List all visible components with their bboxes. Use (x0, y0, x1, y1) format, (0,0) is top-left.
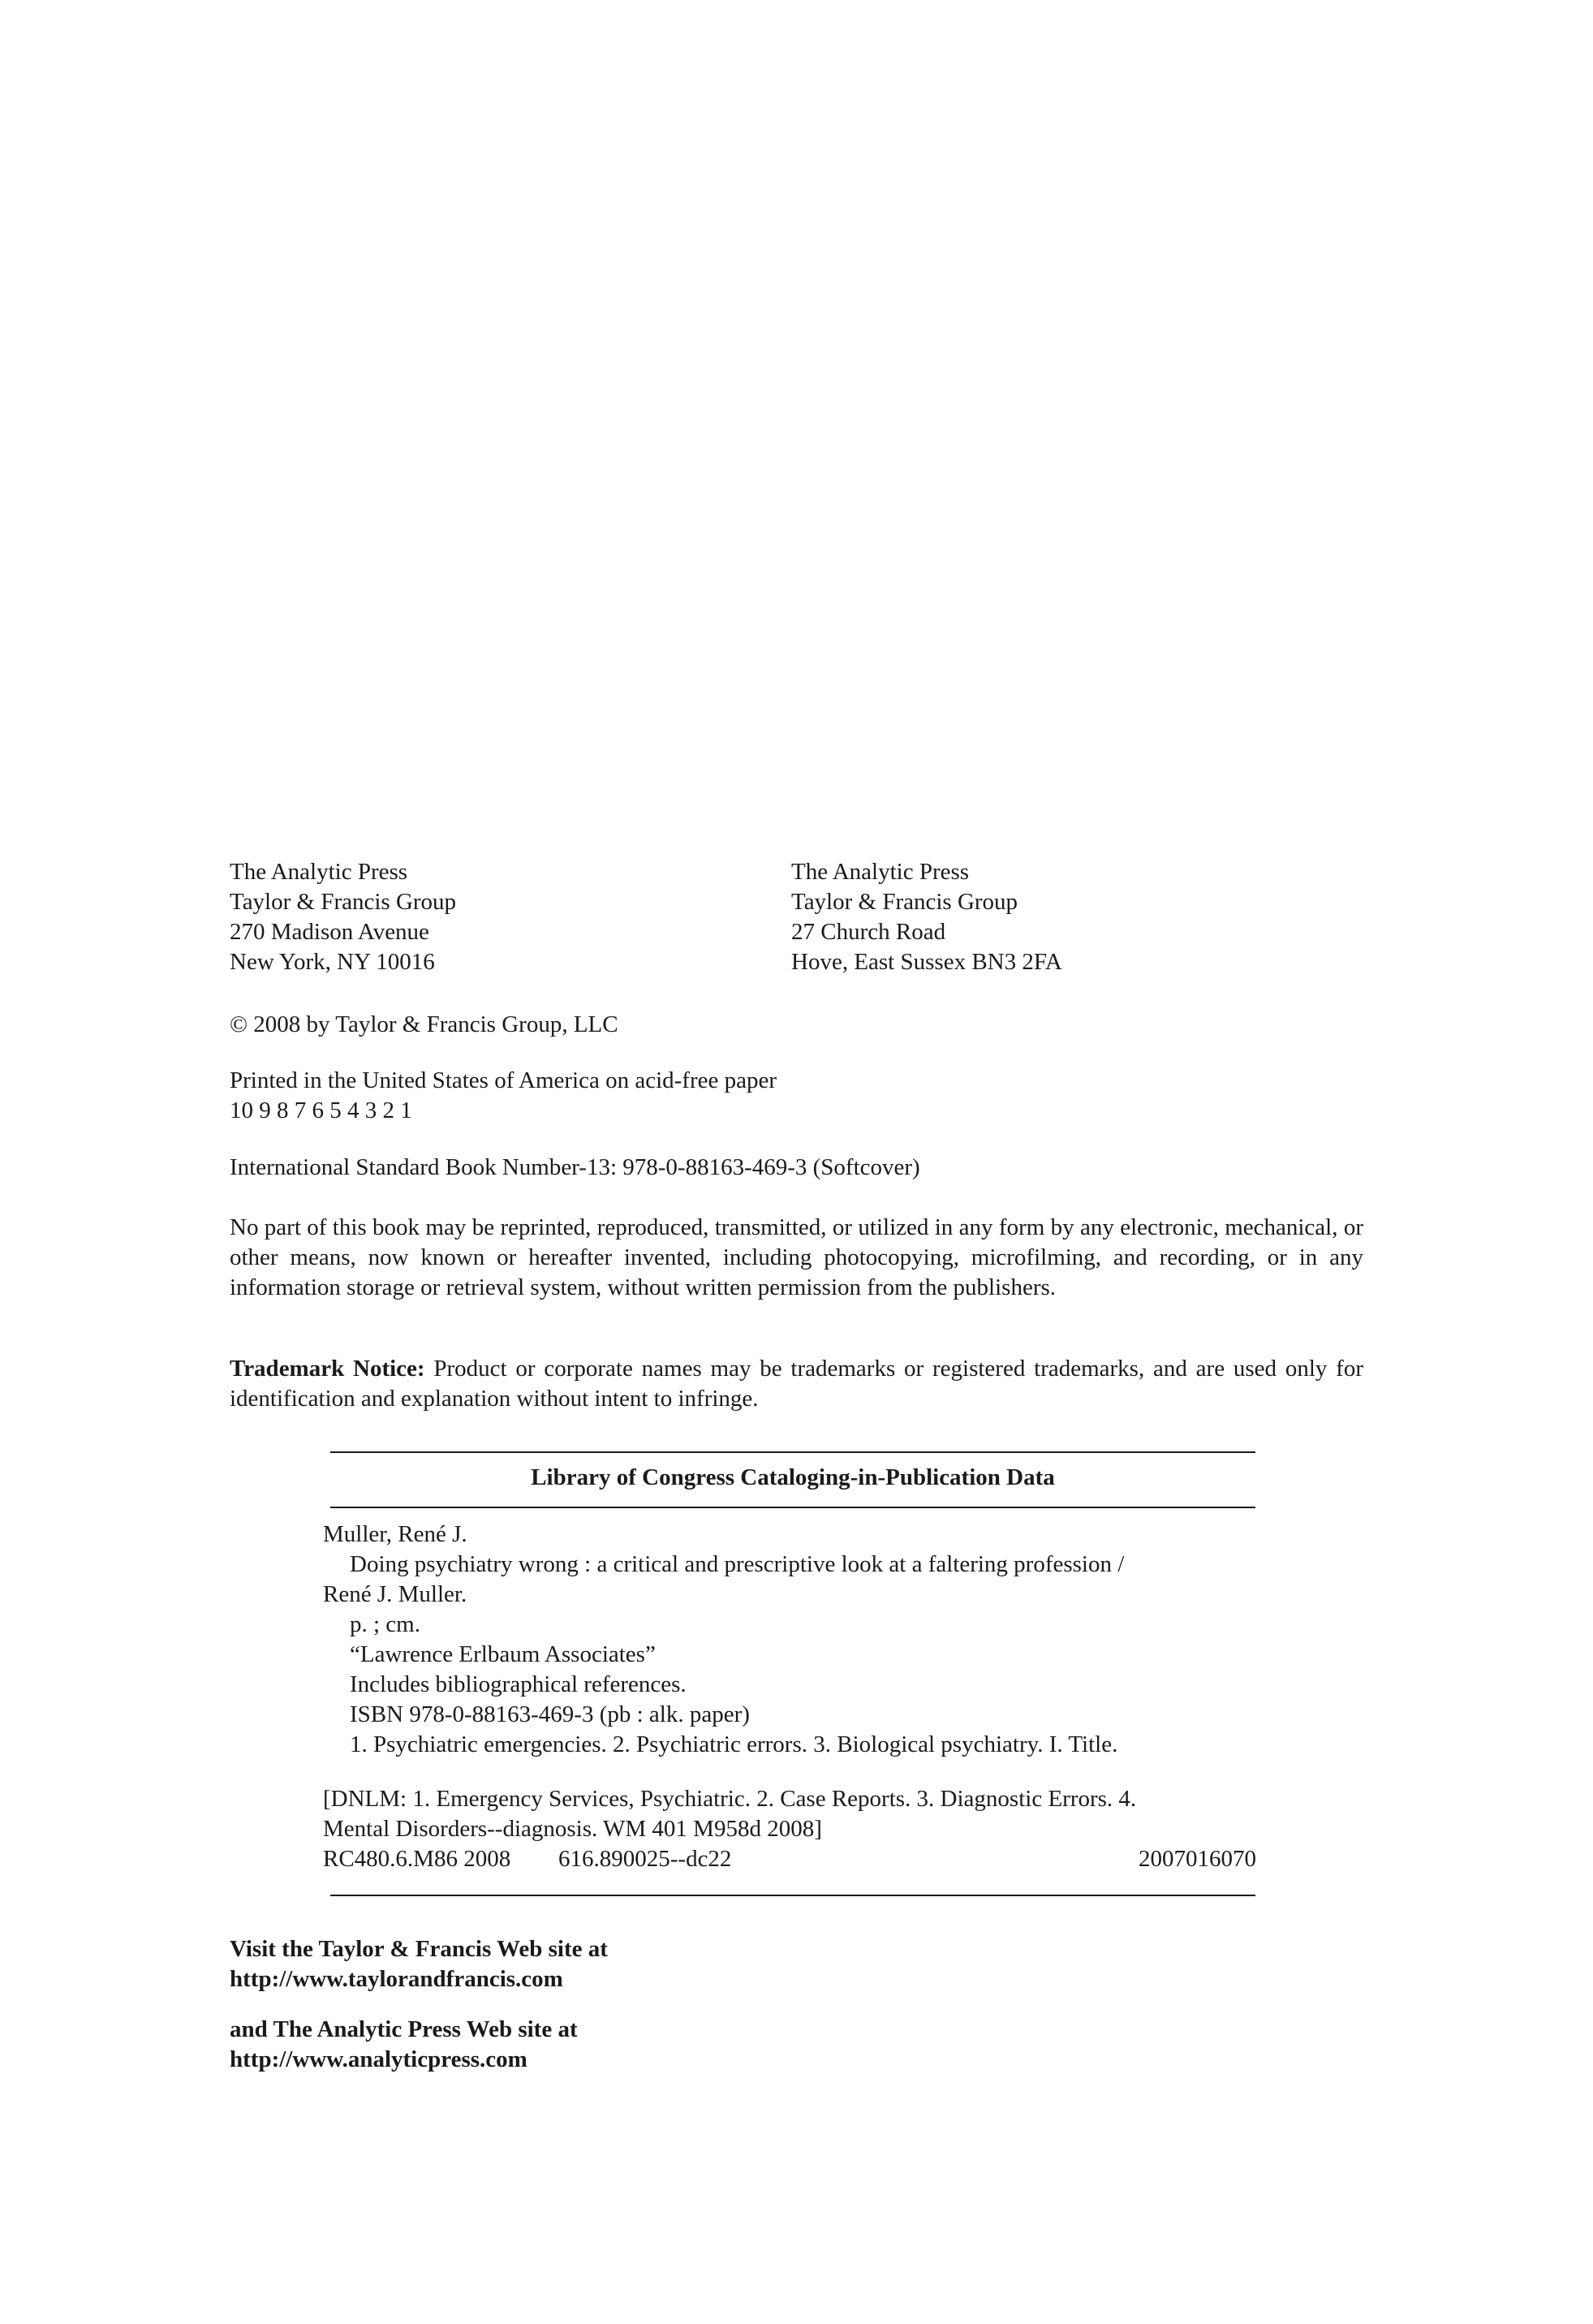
tf-website-url[interactable]: http://www.taylorandfrancis.com (230, 1966, 563, 1992)
cip-dnlm-line: [DNLM: 1. Emergency Services, Psychiatric. 2. Case Reports. 3. Diagnostic Errors. 4. (323, 1786, 1137, 1812)
cip-class-numbers (323, 1844, 1256, 1874)
ap-website-label: and The Analytic Press Web site at (230, 2016, 578, 2042)
cip-record (323, 1520, 1256, 1760)
publisher-address-us (230, 857, 456, 977)
cip-subjects: 1. Psychiatric emergencies. 2. Psychiatric errors. 3. Biological psychiatry. I. Title. (350, 1731, 1118, 1757)
printing-info (230, 1066, 777, 1126)
cip-title-line: Doing psychiatry wrong : a critical and prescriptive look at a faltering profession / (350, 1551, 1125, 1577)
cip-title-line: René J. Muller. (323, 1581, 467, 1607)
publisher-street: 27 Church Road (791, 919, 946, 945)
cip-classification (323, 1784, 1256, 1874)
publisher-group: Taylor & Francis Group (230, 889, 457, 915)
cip-note: “Lawrence Erlbaum Associates” (350, 1641, 656, 1667)
rights-paragraph: No part of this book may be reprinted, reproduced, transmitted, or utilized in any form by any electronic, mechanical, or other means, now known or hereafter invented, including photocopying, microfilming, and recording, or in any information storage or retrieval system, without written permission from the publishers. (230, 1214, 1363, 1300)
cip-author: Muller, René J. (323, 1521, 467, 1547)
print-line: 10 9 8 7 6 5 4 3 2 1 (230, 1097, 412, 1123)
publisher-city: Hove, East Sussex BN3 2FA (791, 949, 1062, 975)
publisher-address-uk (791, 857, 1062, 977)
publisher-city: New York, NY 10016 (230, 949, 435, 975)
cip-heading: Library of Congress Cataloging-in-Publication Data (531, 1464, 1055, 1490)
cip-dnlm-line: Mental Disorders--diagnosis. WM 401 M958d 2008] (323, 1816, 822, 1842)
ap-website (230, 2015, 578, 2075)
copyright-notice: © 2008 by Taylor & Francis Group, LLC (230, 1011, 618, 1037)
cip-pages: p. ; cm. (350, 1611, 420, 1637)
cip-top-rule (330, 1451, 1255, 1453)
publisher-name: The Analytic Press (230, 859, 408, 885)
cip-note: Includes bibliographical references. (350, 1671, 687, 1697)
publisher-name: The Analytic Press (791, 859, 970, 885)
trademark-paragraph (230, 1354, 1363, 1414)
printed-statement: Printed in the United States of America on acid-free paper (230, 1067, 777, 1093)
isbn-statement: International Standard Book Number-13: 978-0-88163-469-3 (Softcover) (230, 1154, 920, 1180)
publisher-street: 270 Madison Avenue (230, 919, 429, 945)
lc-class-number: RC480.6.M86 2008 (323, 1846, 511, 1872)
cip-heading-rule (330, 1507, 1255, 1508)
cip-bottom-rule (330, 1895, 1255, 1896)
ap-website-url[interactable]: http://www.analyticpress.com (230, 2046, 527, 2072)
cip-isbn: ISBN 978-0-88163-469-3 (pb : alk. paper) (350, 1701, 750, 1727)
trademark-text: Product or corporate names may be trademarks or registered trademarks, and are used only for identification and explanation without intent to infringe. (230, 1356, 1363, 1412)
tf-website (230, 1934, 608, 1994)
lccn-number: 2007016070 (1139, 1846, 1256, 1872)
publisher-group: Taylor & Francis Group (791, 889, 1018, 915)
tf-website-label: Visit the Taylor & Francis Web site at (230, 1936, 608, 1962)
dewey-number: 616.890025--dc22 (558, 1846, 732, 1872)
trademark-label: Trademark Notice: (230, 1356, 425, 1382)
